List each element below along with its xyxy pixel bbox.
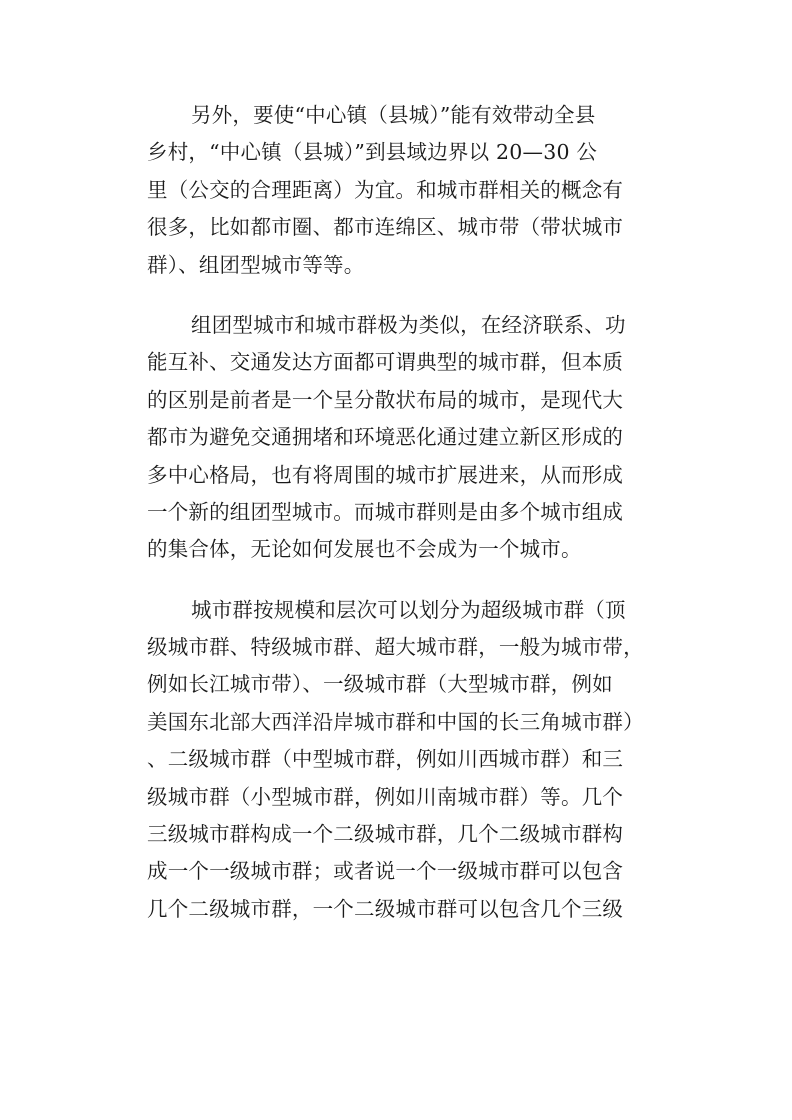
- paragraph-line: 都市为避免交通拥堵和环境恶化通过建立新区形成的: [147, 425, 624, 450]
- paragraph-line: 另外，要使“中心镇（县城）”能有效带动全县: [191, 103, 596, 127]
- paragraph-1: [147, 97, 647, 284]
- paragraph-line: 能互补、交通发达方面都可谓典型的城市群，但本质: [147, 350, 624, 375]
- paragraph-line: 乡村，“中心镇（县城）”到县域边界以 20—30 公: [147, 140, 598, 165]
- paragraph-line: 级城市群（小型城市群，例如川南城市群）等。几个: [147, 784, 624, 809]
- paragraph-line: 、二级城市群（中型城市群，例如川西城市群）和三: [147, 747, 624, 772]
- paragraph-line: 一个新的组团型城市。而城市群则是由多个城市组成: [147, 499, 624, 524]
- paragraph-line: 成一个一级城市群；或者说一个一级城市群可以包含: [147, 859, 624, 884]
- paragraph-line: 级城市群、特级城市群、超大城市群，一般为城市带，: [147, 635, 644, 660]
- paragraph-line: 里（公交的合理距离）为宜。和城市群相关的概念有: [147, 177, 624, 202]
- paragraph-2: [147, 307, 647, 569]
- paragraph-line: 群）、组团型城市等等。: [147, 252, 365, 277]
- paragraph-line: 例如长江城市带）、一级城市群（大型城市群，例如: [147, 672, 613, 697]
- paragraph-line: 几个二级城市群，一个二级城市群可以包含几个三级: [147, 896, 624, 921]
- paragraph-line: 多中心格局，也有将周围的城市扩展进来，从而形成: [147, 462, 624, 487]
- paragraph-line: 美国东北部大西洋沿岸城市群和中国的长三角城市群）: [147, 709, 644, 734]
- paragraph-line: 城市群按规模和层次可以划分为超级城市群（顶: [191, 597, 626, 622]
- paragraph-line: 的集合体，无论如何发展也不会成为一个城市。: [147, 537, 582, 562]
- document-body: [147, 97, 647, 951]
- paragraph-line: 三级城市群构成一个二级城市群，几个二级城市群构: [147, 822, 624, 847]
- paragraph-line: 组团型城市和城市群极为类似，在经济联系、功: [191, 312, 626, 337]
- paragraph-3: [147, 592, 647, 929]
- paragraph-line: 的区别是前者是一个呈分散状布局的城市，是现代大: [147, 387, 624, 412]
- paragraph-line: 很多，比如都市圈、都市连绵区、城市带（带状城市: [147, 215, 624, 240]
